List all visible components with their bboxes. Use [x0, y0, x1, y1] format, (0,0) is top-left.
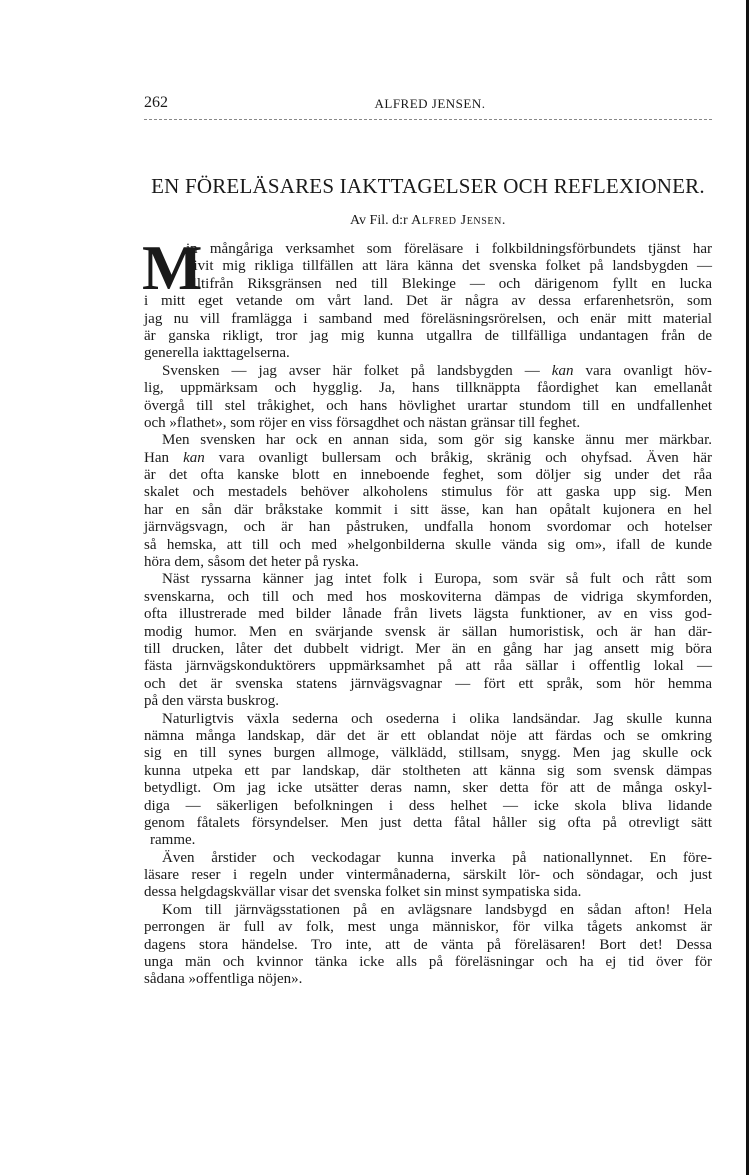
text-line: modig humor. Men en svärjande svensk är sällan humoristisk, och är han där-	[144, 623, 712, 640]
text-line: in mångåriga verksamhet som föreläsare i folkbildningsförbundets tjänst har	[186, 241, 712, 257]
text-line: och det är svenska statens järnvägsvagnar — fört ett språk, som hör hemma	[144, 675, 712, 692]
text-line: sådana »offentliga nöjen».	[144, 971, 303, 988]
text-line: svenskarna, och till och med hos moskoviterna dämpas de vidriga skymforden,	[144, 588, 712, 605]
header-rule	[144, 119, 712, 120]
text-line: givit mig rikliga tillfällen att lära känna det svenska folket på landsbygden —	[186, 258, 712, 275]
text-line: kunna utpeka ett par landskap, där stoltheten att känna sig som svensk dämpas	[144, 762, 712, 779]
paragraph	[142, 232, 712, 363]
paragraph	[144, 902, 712, 989]
text-line: nämna många landskap, där det är ett oblandat nöje att färdas och se omkring	[144, 727, 712, 744]
text-line: Även årstider och veckodagar kunna inverka på nationallynnet. En före-	[162, 849, 712, 866]
text-line: Men svensken har ock en annan sida, som gör sig kanske ännu mer märkbar.	[162, 432, 712, 449]
text-line: Svensken — jag avser här folket på landsbygden — kan vara ovanligt höv-	[162, 362, 713, 379]
text-line: övergå till stel tråkighet, och hans hövlighet urartar stundom till en undfallenhet	[144, 397, 712, 414]
text-line: sig en till synes burgen allmoge, välklädd, stillsam, snygg. Men jag skulle ock	[144, 745, 712, 762]
text-line: Naturligtvis växla sederna och osederna i olika landsändar. Jag skulle kunna	[162, 710, 712, 727]
page-number: 262	[144, 94, 168, 111]
paragraph	[144, 571, 712, 710]
byline-author: Alfred Jensen.	[411, 213, 507, 228]
byline	[144, 213, 712, 229]
text-line: lig, uppmärksam och hygglig. Ja, hans tillknäppta fåordighet kan emellanåt	[144, 380, 712, 397]
paragraph	[144, 711, 712, 850]
article-title: EN FÖRELÄSARES IAKTTAGELSER OCH REFLEXIONER.	[151, 174, 705, 198]
scan-border	[746, 0, 749, 1175]
byline-prefix: Av Fil. d:r	[349, 213, 408, 228]
text-line: är ganska rikligt, tror jag mig kunna utgallra de tillfälliga undantagen från de	[144, 327, 712, 344]
paragraph	[144, 850, 712, 902]
text-line: jag nu vill framlägga i samband med föreläsningsrörelsen, och enär mitt material	[144, 310, 712, 327]
text-line: har en sån där bråkstake kommit i sitt ässe, kan han opåtalt kujonera en hel	[144, 501, 712, 518]
text-line: diga — säkerligen befolkningen i dess helhet — icke skola bliva lidande	[144, 797, 712, 814]
text-line: alltifrån Riksgränsen ned till Blekinge — och därigenom fyllt en lucka	[186, 275, 712, 292]
text-line: skalet och mestadels behöver alkoholens stimulus för att gaska upp sig. Men	[144, 484, 712, 501]
text-line: läsare reser i regeln under vintermånaderna, särskilt lör- och söndagar, och just	[144, 867, 712, 884]
text-line: dessa helgdagskvällar visar det svenska folket sin minst sympatiska sida.	[144, 884, 582, 901]
text-line: och »flathet», som röjer en viss försagdhet och nästan gränsar till feghet.	[144, 414, 581, 431]
drop-cap: M	[142, 232, 203, 303]
text-line: till drucken, låter det dubbelt vidrigt. Mer än en gång har jag ansett mig böra	[144, 640, 712, 657]
text-line: Kom till järnvägsstationen på en avlägsnare landsbygd en sådan afton! Hela	[162, 901, 712, 918]
text-line: generella iakttagelserna.	[144, 345, 290, 362]
text-line: ramme.	[150, 832, 196, 849]
text-line: perrongen är full av folk, mest unga människor, för vilka tågets ankomst är	[144, 919, 712, 936]
text-line: Han kan vara ovanligt bullersam och bråkig, skränig och ohyfsad. Även här	[144, 449, 712, 466]
text-line: ofta illustrerade med bilder lånade från livets lägsta funktioner, av en viss god-	[144, 606, 712, 623]
text-line: Näst ryssarna känner jag intet folk i Europa, som svär så fult och rått som	[162, 571, 712, 588]
text-line: genom fåtalets försyndelser. Men just detta fåtal håller sig ofta på otrevligt sätt	[144, 814, 712, 831]
article-body	[142, 232, 713, 989]
text-line: på den värsta buskrog.	[144, 693, 279, 710]
text-line: är det ofta kanske blott en inneboende feghet, som döljer sig under det råa	[144, 467, 712, 484]
running-head: ALFRED JENSEN.	[374, 96, 486, 111]
text-line: så hemska, att till och med »helgonbilderna skulle vända sig om», ifall de kunde	[144, 536, 712, 553]
paragraph	[144, 363, 712, 433]
text-line: i mitt eget vetande om vårt land. Det är några av dessa erfarenhetsrön, som	[144, 293, 712, 310]
text-line: fästa järnvägskonduktörers uppmärksamhet på att råa sällar i offentlig lokal —	[144, 658, 712, 675]
text-line: höra dem, såsom det heter på ryska.	[144, 554, 359, 571]
text-line: järnvägsvagn, och är han påstruken, undfalla honom svordomar och hotelser	[144, 519, 712, 536]
text-line: unga män och kvinnor tänka icke alls på föreläsningar och ha ej tid över för	[144, 954, 712, 971]
text-line: betydligt. Om jag icke utsätter deras namn, sker detta för att de många oskyl-	[144, 780, 712, 797]
paragraph	[144, 432, 712, 571]
text-line: dagens stora händelse. Tro inte, att de vänta på föreläsaren! Bort det! Dessa	[144, 936, 712, 953]
